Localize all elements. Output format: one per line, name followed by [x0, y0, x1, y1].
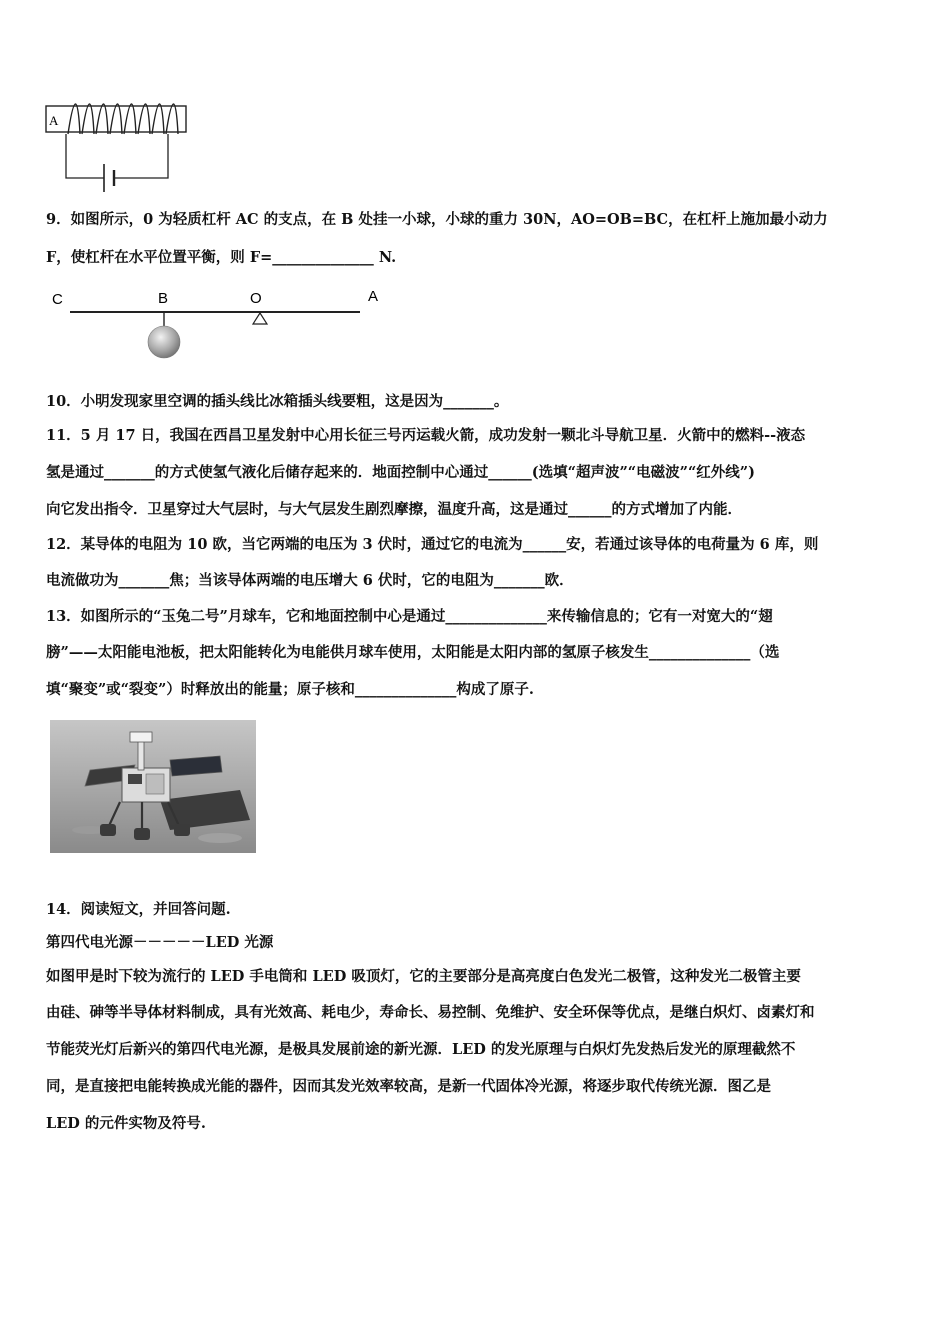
battery-symbol [104, 164, 114, 192]
passage-line-4: 同，是直接把电能转换成光能的器件，因而其发光效率较高，是新一代固体冷光源，将逐步取代传统光源．图乙是 [46, 1078, 771, 1095]
lever-label-a: A [368, 288, 379, 305]
q14-title: 14．阅读短文，并回答问题. [46, 901, 231, 918]
lever-label-b: B [158, 290, 169, 307]
solenoid-label-a: A [49, 113, 59, 128]
lever-figure [46, 286, 386, 366]
q9-line-1: 9．如图所示，0 为轻质杠杆 AC 的支点，在 B 处挂一小球，小球的重力 30N，AO=OB=BC，在杠杆上施加最小动力 [46, 211, 828, 228]
q12-line-1: 12．某导体的电阻为 10 欧，当它两端的电压为 3 伏时，通过它的电流为______安，若通过该导体的电荷量为 6 库，则 [46, 536, 819, 553]
q12-line-2: 电流做功为_______焦；当该导体两端的电压增大 6 伏时，它的电阻为_______欧． [46, 572, 574, 589]
lever-label-c: C [52, 291, 63, 308]
passage-heading: 第四代电光源－－－－－LED 光源 [46, 934, 274, 951]
fulcrum-triangle [253, 313, 267, 324]
solar-panel [170, 756, 222, 776]
q11-line-3: 向它发出指令．卫星穿过大气层时，与大气层发生剧烈摩擦，温度升高，这是通过______的方式增加了内能． [46, 501, 742, 518]
lever-label-o: O [250, 290, 262, 307]
lunar-rover-photo [50, 720, 256, 853]
passage-line-1: 如图甲是时下较为流行的 LED 手电筒和 LED 吸顶灯，它的主要部分是高亮度白色发光二极管，这种发光二极管主要 [46, 968, 801, 985]
hanging-ball [148, 326, 180, 358]
q9-line-2: F，使杠杆在水平位置平衡，则 F=______________ N. [46, 249, 397, 266]
q13-line-3: 填“聚变”或“裂变”）时释放出的能量；原子核和______________构成了原子. [46, 681, 534, 698]
iron-core [46, 106, 186, 132]
passage-line-3: 节能荧光灯后新兴的第四代电光源，是极具发展前途的新光源．LED 的发光原理与白炽灯先发热后发光的原理截然不 [46, 1041, 796, 1058]
q13-line-1: 13．如图所示的“玉兔二号”月球车，它和地面控制中心是通过______________来传输信息的；它有一对宽大的“翅 [46, 608, 773, 625]
q10-line-1: 10．小明发现家里空调的插头线比冰箱插头线要粗，这是因为_______。 [46, 393, 509, 410]
q11-line-1: 11．5 月 17 日，我国在西昌卫星发射中心用长征三号丙运载火箭，成功发射一颗北斗导航卫星．火箭中的燃料--液态 [46, 427, 806, 444]
solenoid-circuit-figure [44, 98, 194, 196]
passage-line-2: 由硅、砷等半导体材料制成，具有光效高、耗电少，寿命长、易控制、免维护、安全环保等优点，是继白炽灯、卤素灯和 [46, 1004, 815, 1021]
circuit-wires [66, 134, 168, 178]
rover-mast [138, 738, 144, 770]
q13-line-2: 膀”——太阳能电池板，把太阳能转化为电能供月球车使用，太阳能是太阳内部的氢原子核发生______________（选 [46, 644, 780, 661]
q11-line-2: 氢是通过_______的方式使氢气液化后储存起来的．地面控制中心通过______(选填“超声波”“电磁波”“红外线”) [46, 464, 756, 481]
passage-line-5: LED 的元件实物及符号. [46, 1115, 206, 1132]
